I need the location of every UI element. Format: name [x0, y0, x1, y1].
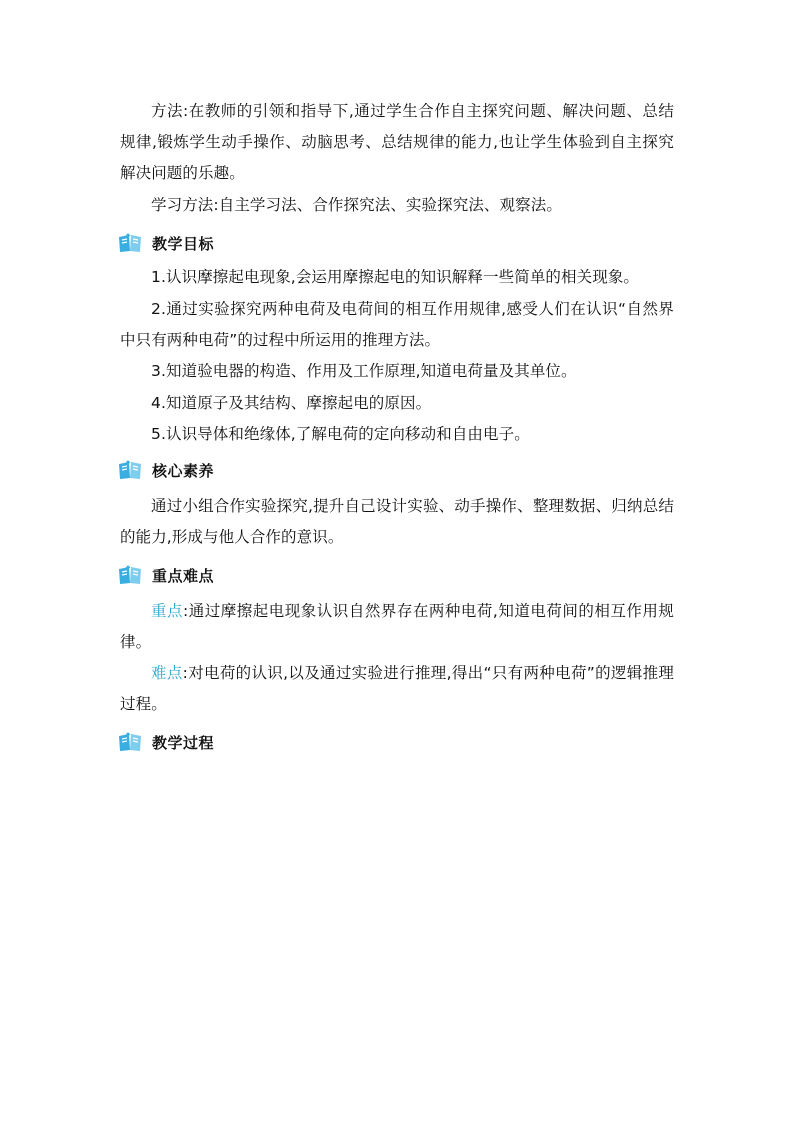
section-heading-key-points — [118, 563, 214, 587]
goal-item-2: 2.通过实验探究两种电荷及电荷间的相互作用规律,感受人们在认识“自然界中只有两种电荷”的过程中所运用的推理方法。 — [120, 300, 674, 349]
section-heading-process — [118, 730, 214, 754]
goal-item-1: 1.认识摩擦起电现象,会运用摩擦起电的知识解释一些简单的相关现象。 — [151, 268, 640, 286]
key-point-label: 重点 — [151, 602, 184, 620]
difficulty-label: 难点 — [151, 664, 183, 682]
study-method-paragraph: 学习方法:自主学习法、合作探究法、实验探究法、观察法。 — [151, 196, 562, 214]
section-title: 教学目标 — [152, 234, 215, 253]
difficulty-text: :对电荷的认识,以及通过实验进行推理,得出“只有两种电荷”的逻辑推理过程。 — [120, 664, 675, 713]
key-point-paragraph — [120, 596, 674, 658]
section-heading-literacy — [118, 458, 214, 482]
book-icon — [118, 460, 142, 480]
difficulty-paragraph — [120, 658, 674, 720]
goal-item-4: 4.知道原子及其结构、摩擦起电的原因。 — [151, 394, 432, 412]
section-heading-goals — [118, 231, 214, 255]
book-icon — [118, 233, 142, 253]
section-title: 教学过程 — [152, 733, 215, 752]
section-title: 重点难点 — [152, 566, 215, 585]
literacy-paragraph: 通过小组合作实验探究,提升自己设计实验、动手操作、整理数据、归纳总结的能力,形成与他人合作的意识。 — [120, 497, 674, 546]
book-icon — [118, 732, 142, 752]
key-point-text: :通过摩擦起电现象认识自然界存在两种电荷,知道电荷间的相互作用规律。 — [120, 602, 674, 651]
goal-item-5: 5.认识导体和绝缘体,了解电荷的定向移动和自由电子。 — [151, 425, 530, 443]
method-paragraph: 方法:在教师的引领和指导下,通过学生合作自主探究问题、解决问题、总结规律,锻炼学生动手操作、动脑思考、总结规律的能力,也让学生体验到自主探究解决问题的乐趣。 — [120, 102, 674, 182]
goal-item-3: 3.知道验电器的构造、作用及工作原理,知道电荷量及其单位。 — [151, 362, 577, 380]
section-title: 核心素养 — [152, 461, 215, 480]
book-icon — [118, 565, 142, 585]
